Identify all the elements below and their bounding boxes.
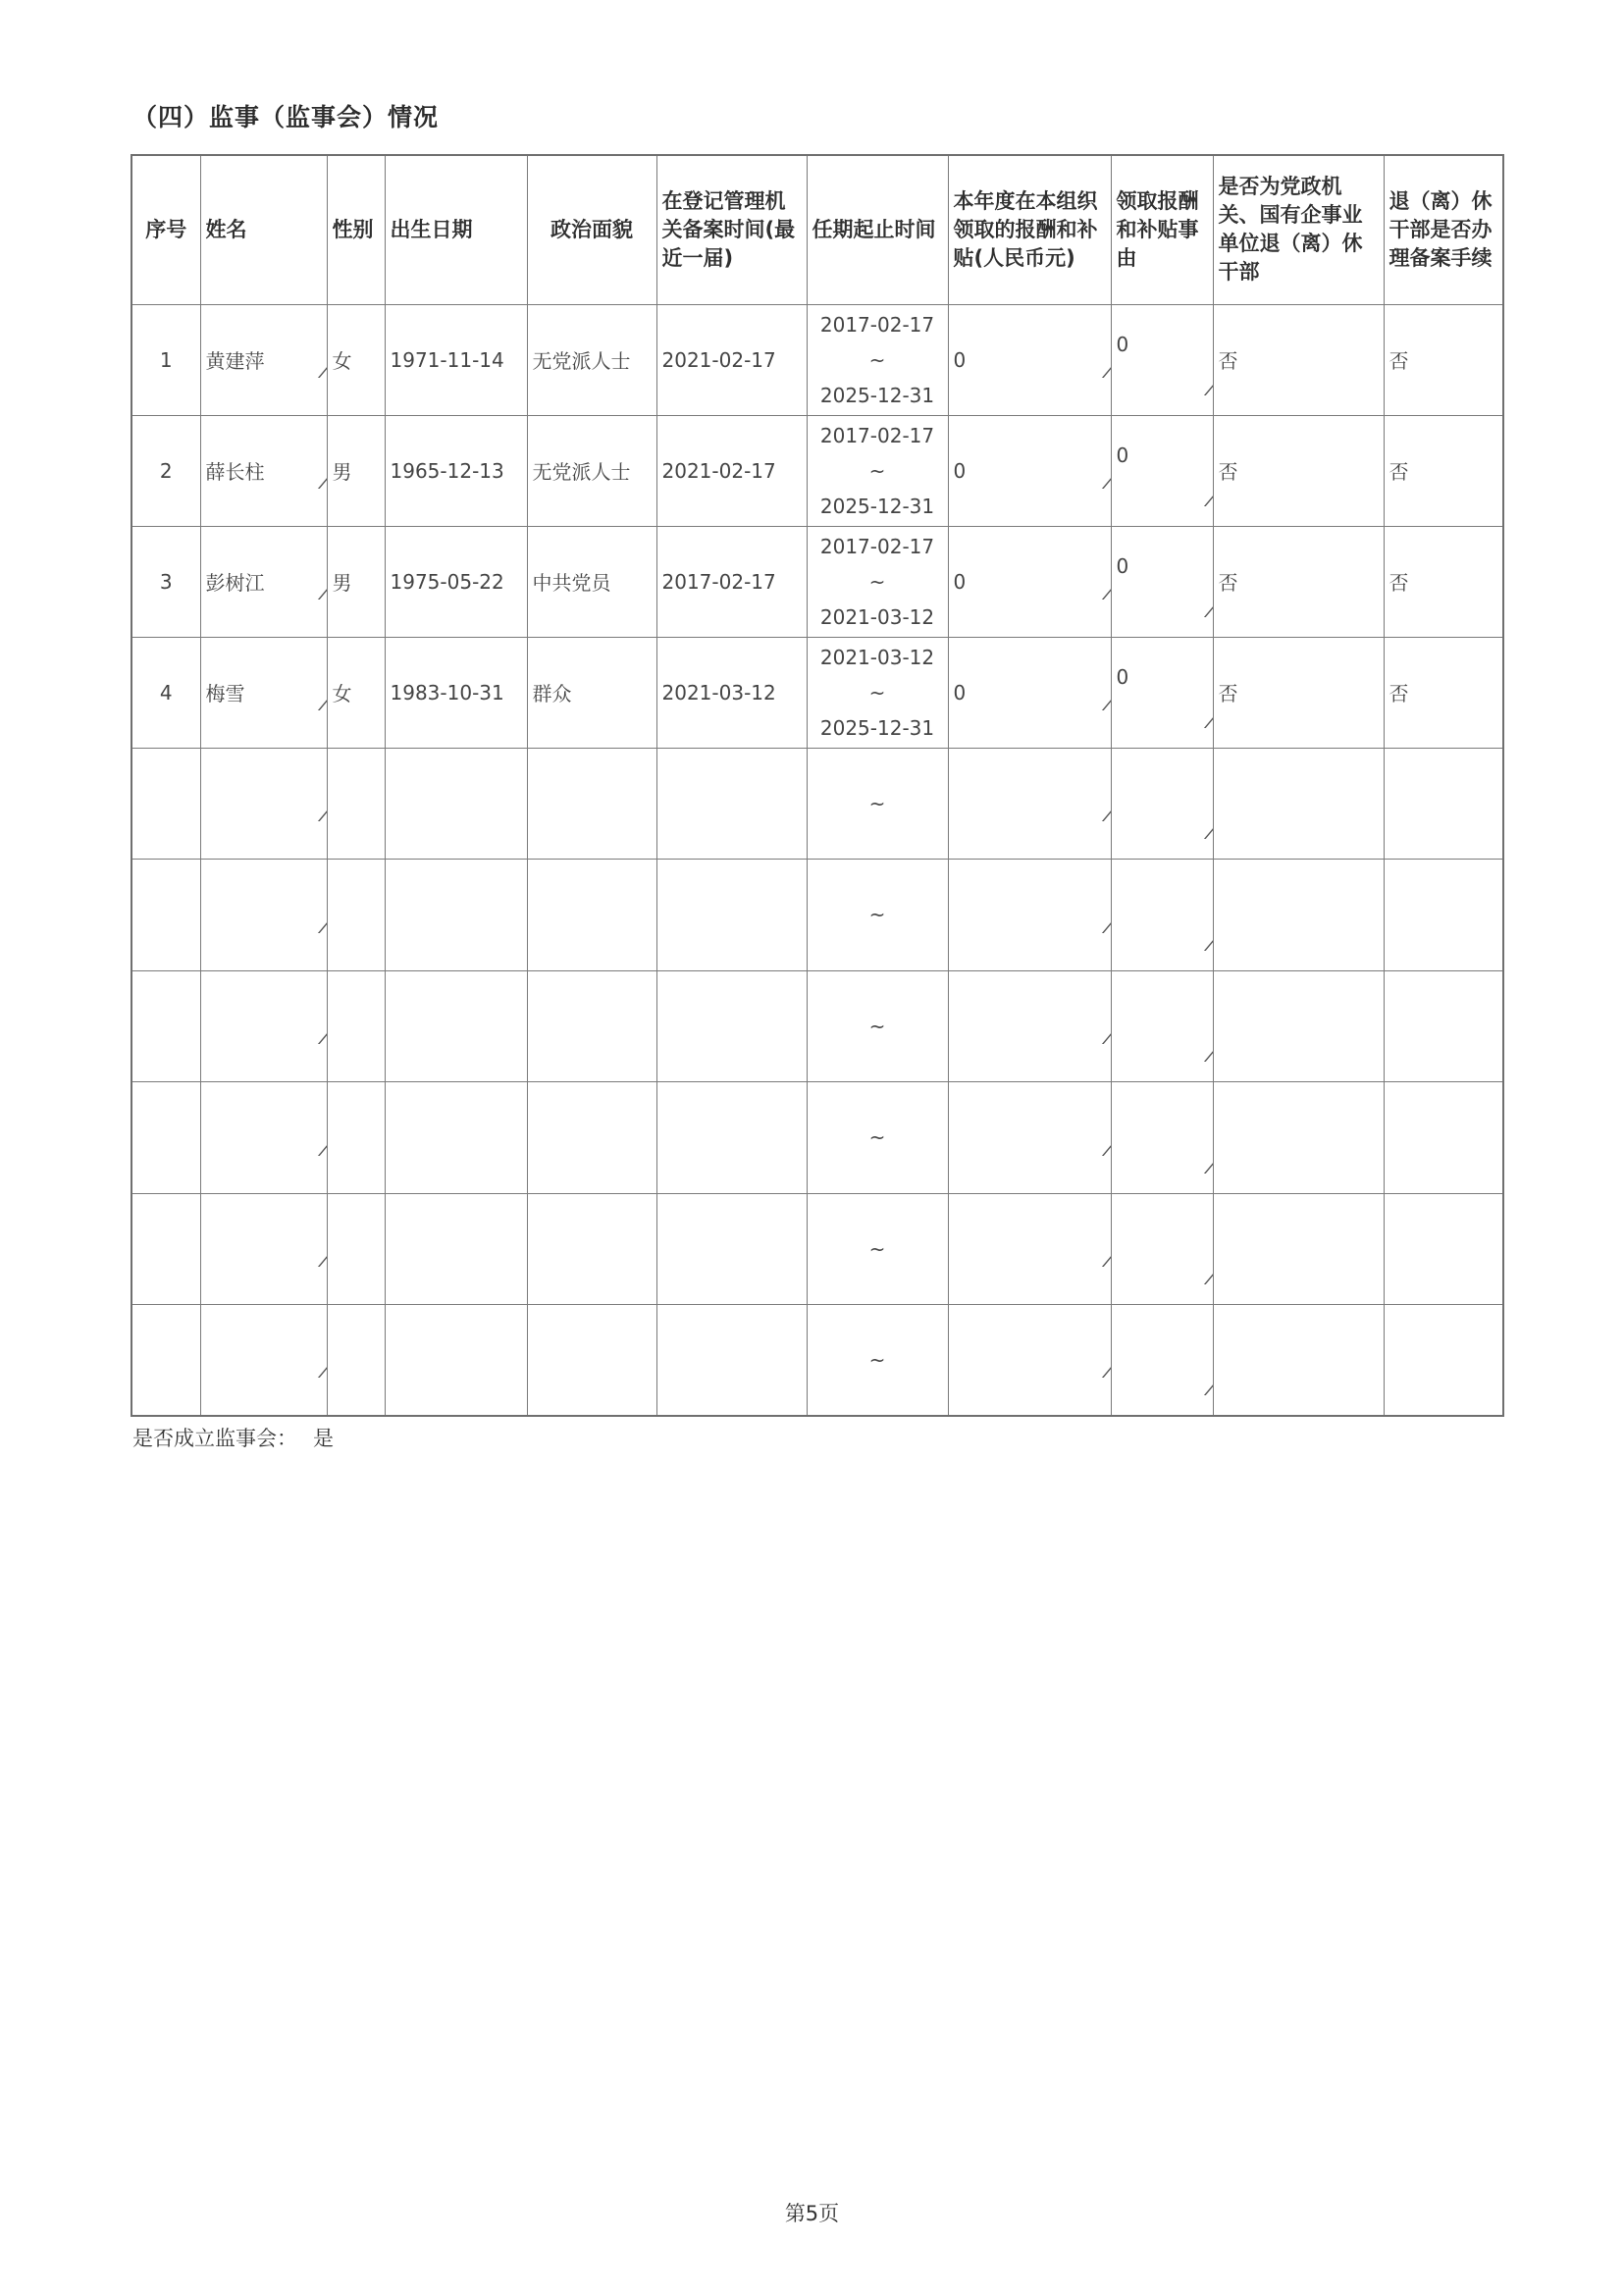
cell-term: ~: [807, 748, 948, 860]
cell-birth: [385, 860, 527, 971]
cell-filed: [656, 970, 807, 1082]
cell-seq: 2: [131, 415, 200, 526]
cell-birth: [385, 1305, 527, 1417]
name-text: 彭树江: [205, 571, 265, 595]
header-birth: 出生日期: [385, 155, 527, 304]
cell-name: [200, 1193, 327, 1305]
term-end: 2021-03-12: [819, 604, 935, 629]
cell-seq: 4: [131, 637, 200, 748]
cell-name: [200, 1082, 327, 1194]
cell-name: [200, 970, 327, 1082]
cell-birth: 1975-05-22: [385, 526, 527, 637]
name-text: 黄建萍: [205, 349, 265, 373]
table-row: [131, 637, 1503, 748]
cell-retired: [1213, 1305, 1384, 1417]
cell-political: 无党派人士: [527, 304, 656, 415]
cell-reason: [1111, 748, 1213, 860]
cell-birth: [385, 970, 527, 1082]
header-retired: 是否为党政机关、国有企事业单位退（离）休干部: [1213, 155, 1384, 304]
term-separator: ~: [868, 569, 886, 594]
cell-pay: [948, 1193, 1111, 1305]
cell-pay: [948, 526, 1111, 637]
cell-seq: [131, 970, 200, 1082]
cell-procedure: [1384, 860, 1503, 971]
cell-procedure: [1384, 1193, 1503, 1305]
pay-text: 0: [953, 347, 967, 372]
cell-political: 中共党员: [527, 526, 656, 637]
cell-gender: [327, 1305, 385, 1417]
table-row-empty: [131, 970, 1503, 1082]
cell-name: [200, 1305, 327, 1417]
cell-retired: 否: [1213, 637, 1384, 748]
header-seq: 序号: [131, 155, 200, 304]
cell-seq: 1: [131, 304, 200, 415]
header-term: 任期起止时间: [807, 155, 948, 304]
cell-filed: 2021-02-17: [656, 304, 807, 415]
cell-pay: [948, 970, 1111, 1082]
cell-procedure: 否: [1384, 637, 1503, 748]
cell-political: [527, 1193, 656, 1305]
cell-seq: 3: [131, 526, 200, 637]
cell-reason: [1111, 526, 1213, 637]
supervisory-board-value: 是: [313, 1427, 334, 1450]
cell-reason: [1111, 637, 1213, 748]
cell-gender: 男: [327, 526, 385, 637]
name-text: 薛长柱: [205, 460, 265, 484]
table-row: [131, 304, 1503, 415]
table-row-empty: [131, 1082, 1503, 1194]
cell-filed: [656, 748, 807, 860]
cell-seq: [131, 1305, 200, 1417]
supervisory-board-label: 是否成立监事会：: [132, 1427, 297, 1450]
term-start: 2017-02-17: [819, 423, 935, 447]
header-gender: 性别: [327, 155, 385, 304]
header-name: 姓名: [200, 155, 327, 304]
cell-term: [807, 304, 948, 415]
cell-political: [527, 1305, 656, 1417]
reason-text: 0: [1116, 443, 1129, 467]
cell-term: ~: [807, 1305, 948, 1417]
cell-birth: 1971-11-14: [385, 304, 527, 415]
supervisory-board-status: [132, 1423, 334, 1452]
cell-procedure: 否: [1384, 304, 1503, 415]
cell-procedure: [1384, 748, 1503, 860]
cell-filed: [656, 1082, 807, 1194]
cell-procedure: 否: [1384, 526, 1503, 637]
cell-procedure: [1384, 1305, 1503, 1417]
cell-filed: 2021-02-17: [656, 415, 807, 526]
cell-gender: 男: [327, 415, 385, 526]
reason-text: 0: [1116, 664, 1129, 689]
cell-pay: [948, 304, 1111, 415]
cell-term: ~: [807, 860, 948, 971]
reason-text: 0: [1116, 332, 1129, 356]
cell-term: ~: [807, 1082, 948, 1194]
pay-text: 0: [953, 458, 967, 483]
cell-term: [807, 526, 948, 637]
cell-name: [200, 748, 327, 860]
supervisors-table: [131, 154, 1504, 1417]
term-end: 2025-12-31: [819, 383, 935, 407]
cell-gender: [327, 1193, 385, 1305]
cell-pay: [948, 637, 1111, 748]
cell-filed: [656, 1305, 807, 1417]
cell-name: [200, 860, 327, 971]
cell-birth: [385, 1193, 527, 1305]
cell-retired: [1213, 1193, 1384, 1305]
cell-reason: [1111, 970, 1213, 1082]
cell-retired: [1213, 748, 1384, 860]
cell-birth: 1965-12-13: [385, 415, 527, 526]
cell-retired: [1213, 970, 1384, 1082]
reason-text: 0: [1116, 553, 1129, 578]
header-reason: 领取报酬和补贴事由: [1111, 155, 1213, 304]
term-separator: ~: [868, 458, 886, 483]
pay-text: 0: [953, 680, 967, 704]
cell-filed: 2021-03-12: [656, 637, 807, 748]
header-filed: 在登记管理机关备案时间(最近一届): [656, 155, 807, 304]
table-row-empty: [131, 1193, 1503, 1305]
cell-filed: 2017-02-17: [656, 526, 807, 637]
cell-pay: [948, 1305, 1111, 1417]
cell-reason: [1111, 1082, 1213, 1194]
cell-reason: [1111, 304, 1213, 415]
cell-political: [527, 748, 656, 860]
name-text: 梅雪: [205, 682, 245, 705]
cell-political: 无党派人士: [527, 415, 656, 526]
cell-reason: [1111, 415, 1213, 526]
cell-name: [200, 637, 327, 748]
cell-retired: [1213, 860, 1384, 971]
cell-gender: [327, 748, 385, 860]
cell-filed: [656, 860, 807, 971]
term-end: 2025-12-31: [819, 715, 935, 740]
cell-procedure: 否: [1384, 415, 1503, 526]
cell-filed: [656, 1193, 807, 1305]
cell-retired: 否: [1213, 415, 1384, 526]
cell-political: 群众: [527, 637, 656, 748]
cell-gender: 女: [327, 304, 385, 415]
cell-pay: [948, 415, 1111, 526]
cell-political: [527, 970, 656, 1082]
cell-name: [200, 304, 327, 415]
cell-term: [807, 637, 948, 748]
cell-term: ~: [807, 1193, 948, 1305]
header-row: [131, 155, 1503, 304]
cell-pay: [948, 1082, 1111, 1194]
cell-name: [200, 526, 327, 637]
cell-pay: [948, 860, 1111, 971]
section-title: （四）监事（监事会）情况: [132, 103, 440, 131]
header-procedure: 退（离）休干部是否办理备案手续: [1384, 155, 1503, 304]
cell-reason: [1111, 1193, 1213, 1305]
cell-procedure: [1384, 1082, 1503, 1194]
table-row-empty: [131, 748, 1503, 860]
table-row: [131, 415, 1503, 526]
term-end: 2025-12-31: [819, 494, 935, 518]
cell-reason: [1111, 860, 1213, 971]
cell-name: [200, 415, 327, 526]
header-political: 政治面貌: [527, 155, 656, 304]
cell-gender: [327, 970, 385, 1082]
cell-seq: [131, 1193, 200, 1305]
pay-text: 0: [953, 569, 967, 594]
cell-birth: [385, 1082, 527, 1194]
cell-political: [527, 860, 656, 971]
cell-term: ~: [807, 970, 948, 1082]
cell-seq: [131, 860, 200, 971]
term-start: 2021-03-12: [819, 645, 935, 669]
table-row-empty: [131, 860, 1503, 971]
cell-pay: [948, 748, 1111, 860]
cell-seq: [131, 748, 200, 860]
table-row: [131, 526, 1503, 637]
cell-gender: [327, 860, 385, 971]
cell-birth: 1983-10-31: [385, 637, 527, 748]
cell-reason: [1111, 1305, 1213, 1417]
cell-retired: [1213, 1082, 1384, 1194]
cell-retired: 否: [1213, 526, 1384, 637]
table-row-empty: [131, 1305, 1503, 1417]
cell-political: [527, 1082, 656, 1194]
term-separator: ~: [868, 347, 886, 372]
cell-birth: [385, 748, 527, 860]
cell-retired: 否: [1213, 304, 1384, 415]
cell-term: [807, 415, 948, 526]
cell-seq: [131, 1082, 200, 1194]
page-number: 第5页: [784, 2202, 840, 2225]
term-start: 2017-02-17: [819, 312, 935, 337]
term-separator: ~: [868, 680, 886, 704]
cell-gender: 女: [327, 637, 385, 748]
cell-gender: [327, 1082, 385, 1194]
cell-procedure: [1384, 970, 1503, 1082]
header-pay: 本年度在本组织领取的报酬和补贴(人民币元): [948, 155, 1111, 304]
term-start: 2017-02-17: [819, 534, 935, 558]
